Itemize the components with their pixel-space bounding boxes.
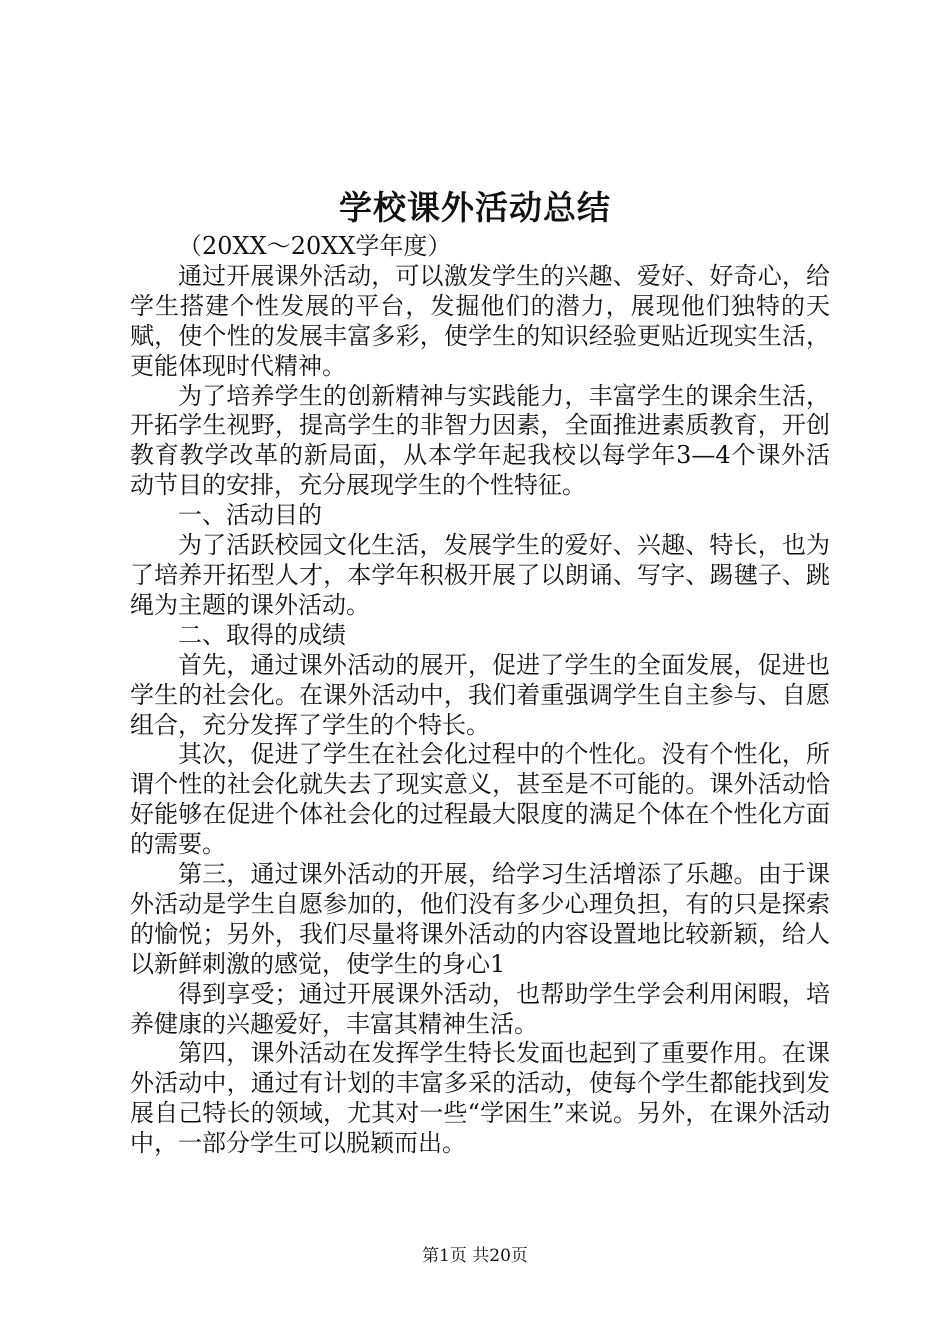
paragraph-school-year: （20XX～20XX学年度） (178, 232, 452, 260)
page-footer: 第1页 共20页 (422, 1246, 528, 1266)
paragraph-third: 第三，通过课外活动的开展，给学习生活增添了乐趣。由于课外活动是学生自愿参加的，他们没有多少心理负担，有的只是探索的愉悦；另外，我们尽量将课外活动的内容设置地比较新颖，给人以新鲜刺激的感觉，使学生的身心1 (130, 860, 830, 978)
paragraph-fourth: 第四，课外活动在发挥学生特长发面也起到了重要作用。在课外活动中，通过有计划的丰富多采的活动，使每个学生都能找到发展自己特长的领域，尤其对一些“学困生”来说。另外，在课外活动中，一部分学生可以脱颖而出。 (130, 1039, 830, 1158)
section-heading-achievements: 二、取得的成绩 (178, 620, 346, 649)
paragraph-third-continued: 得到享受；通过开展课外活动，也帮助学生学会利用闲暇，培养健康的兴趣爱好，丰富其精神生活。 (130, 979, 830, 1038)
paragraph-intro: 通过开展课外活动，可以激发学生的兴趣、爱好、好奇心，给学生搭建个性发展的平台，发掘他们的潜力，展现他们独特的天赋，使个性的发展丰富多彩，使学生的知识经验更贴近现实生活，更能体现时代精神。 (130, 261, 830, 380)
document-title: 学校课外活动总结 (339, 188, 611, 227)
paragraph-activity-goal: 为了活跃校园文化生活，发展学生的爱好、兴趣、特长，也为了培养开拓型人才，本学年积极开展了以朗诵、写字、踢毽子、跳绳为主题的课外活动。 (130, 531, 830, 619)
paragraph-purpose-overview: 为了培养学生的创新精神与实践能力，丰富学生的课余生活，开拓学生视野，提高学生的非智力因素，全面推进素质教育，开创教育教学改革的新局面，从本学年起我校以每学年3—4个课外活动节目的安排，充分展现学生的个性特征。 (130, 381, 830, 500)
section-heading-activity-goal: 一、活动目的 (178, 501, 322, 530)
document-body (130, 232, 830, 1159)
paragraph-first: 首先，通过课外活动的展开，促进了学生的全面发展，促进也学生的社会化。在课外活动中，我们着重强调学生自主参与、自愿组合，充分发挥了学生的个特长。 (130, 650, 830, 739)
paragraph-second: 其次，促进了学生在社会化过程中的个性化。没有个性化，所谓个性的社会化就失去了现实意义，甚至是不可能的。课外活动恰好能够在促进个体社会化的过程最大限度的满足个体在个性化方面的需要。 (130, 740, 830, 859)
